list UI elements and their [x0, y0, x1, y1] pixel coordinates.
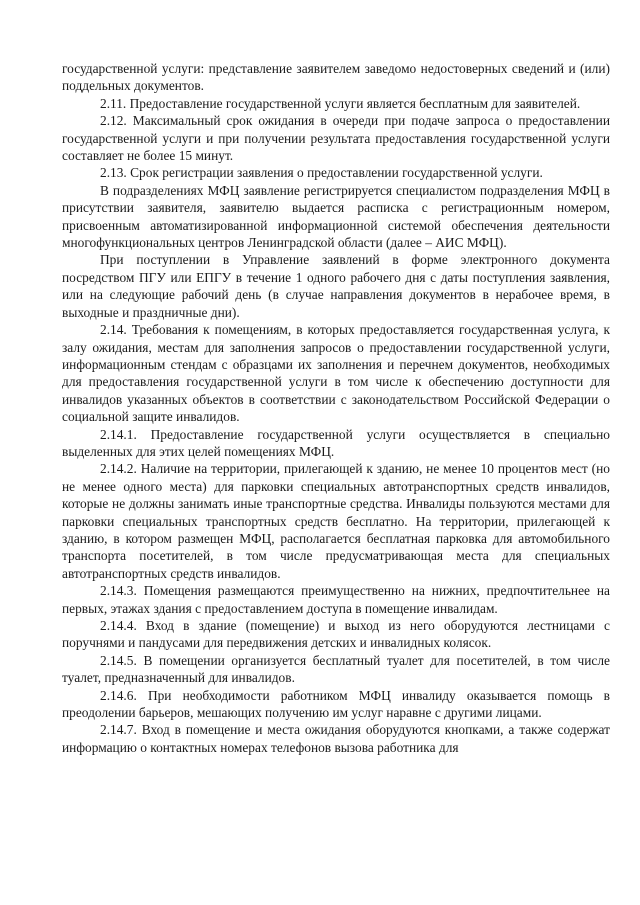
paragraph-continuation: государственной услуги: представление заявителем заведомо недостоверных сведений и (или) поддельных документов.	[62, 61, 610, 94]
paragraph-2-14-7: 2.14.7. Вход в помещение и места ожидания оборудуются кнопками, а также содержат информацию о контактных номерах телефонов вызова работника для	[62, 722, 610, 755]
paragraph-2-14-2: 2.14.2. Наличие на территории, прилегающей к зданию, не менее 10 процентов мест (но не менее одного места) для парковки специальных автотранспортных средств инвалидов, которые не должны занимать иные транспортные средства. Инвалиды пользуются местами для парковки специальных транспортных средств бесплатно. На территории, прилегающей к зданию, в котором размещен МФЦ, располагается бесплатная парковка для автомобильного транспорта посетителей, в том числе предусматривающая места для специальных автотранспортных средств инвалидов.	[62, 461, 610, 581]
paragraph-2-14-6: 2.14.6. При необходимости работником МФЦ инвалиду оказывается помощь в преодолении барьеров, мешающих получению им услуг наравне с другими лицами.	[62, 687, 610, 721]
paragraph-2-11: 2.11. Предоставление государственной услуги является бесплатным для заявителей.	[100, 95, 581, 111]
paragraph-2-14-5: 2.14.5. В помещении организуется бесплатный туалет для посетителей, в том числе туалет, предназначенный для инвалидов.	[62, 652, 610, 686]
paragraph-electronic-submission: При поступлении в Управление заявлений в форме электронного документа посредством ПГУ или ЕПГУ в течение 1 одного рабочего дня с даты поступления заявления, или на следующие рабочий день (в случае направления документов в нерабочее время, в выходные и праздничные дни).	[62, 252, 610, 320]
paragraph-2-14-3: 2.14.3. Помещения размещаются преимущественно на нижних, предпочтительнее на первых, этажах здания с предоставлением доступа в помещение инвалидам.	[62, 583, 610, 616]
paragraph-2-13: 2.13. Срок регистрации заявления о предоставлении государственной услуги.	[100, 165, 543, 181]
paragraph-2-12: 2.12. Максимальный срок ожидания в очереди при подаче запроса о предоставлении государственной услуги и при получении результата предоставления государственной услуги составляет не более 15 минут.	[62, 113, 610, 164]
paragraph-2-14: 2.14. Требования к помещениям, в которых предоставляется государственная услуга, к залу ожидания, местам для заполнения запросов о предоставлении государственной услуги, информационным стендам с образцами их заполнения и перечнем документов, необходимых для предоставления государственной услуги в том числе к обеспечению доступности для инвалидов указанных объектов в соответствии с законодательством Российской Федерации о социальной защите инвалидов.	[62, 322, 610, 425]
paragraph-mfc-registration: В подразделениях МФЦ заявление регистрируется специалистом подразделения МФЦ в присутствии заявителя, заявителю выдается расписка с регистрационным номером, присвоенным автоматизированной информационной системой обеспечения деятельности многофункциональных центров Ленинградской области (далее – АИС МФЦ).	[62, 182, 610, 251]
paragraph-2-14-1: 2.14.1. Предоставление государственной услуги осуществляется в специально выделенных для этих целей помещениях МФЦ.	[62, 426, 610, 459]
paragraph-2-14-4: 2.14.4. Вход в здание (помещение) и выход из него оборудуются лестницами с поручнями и пандусами для передвижения детских и инвалидных колясок.	[62, 618, 610, 651]
